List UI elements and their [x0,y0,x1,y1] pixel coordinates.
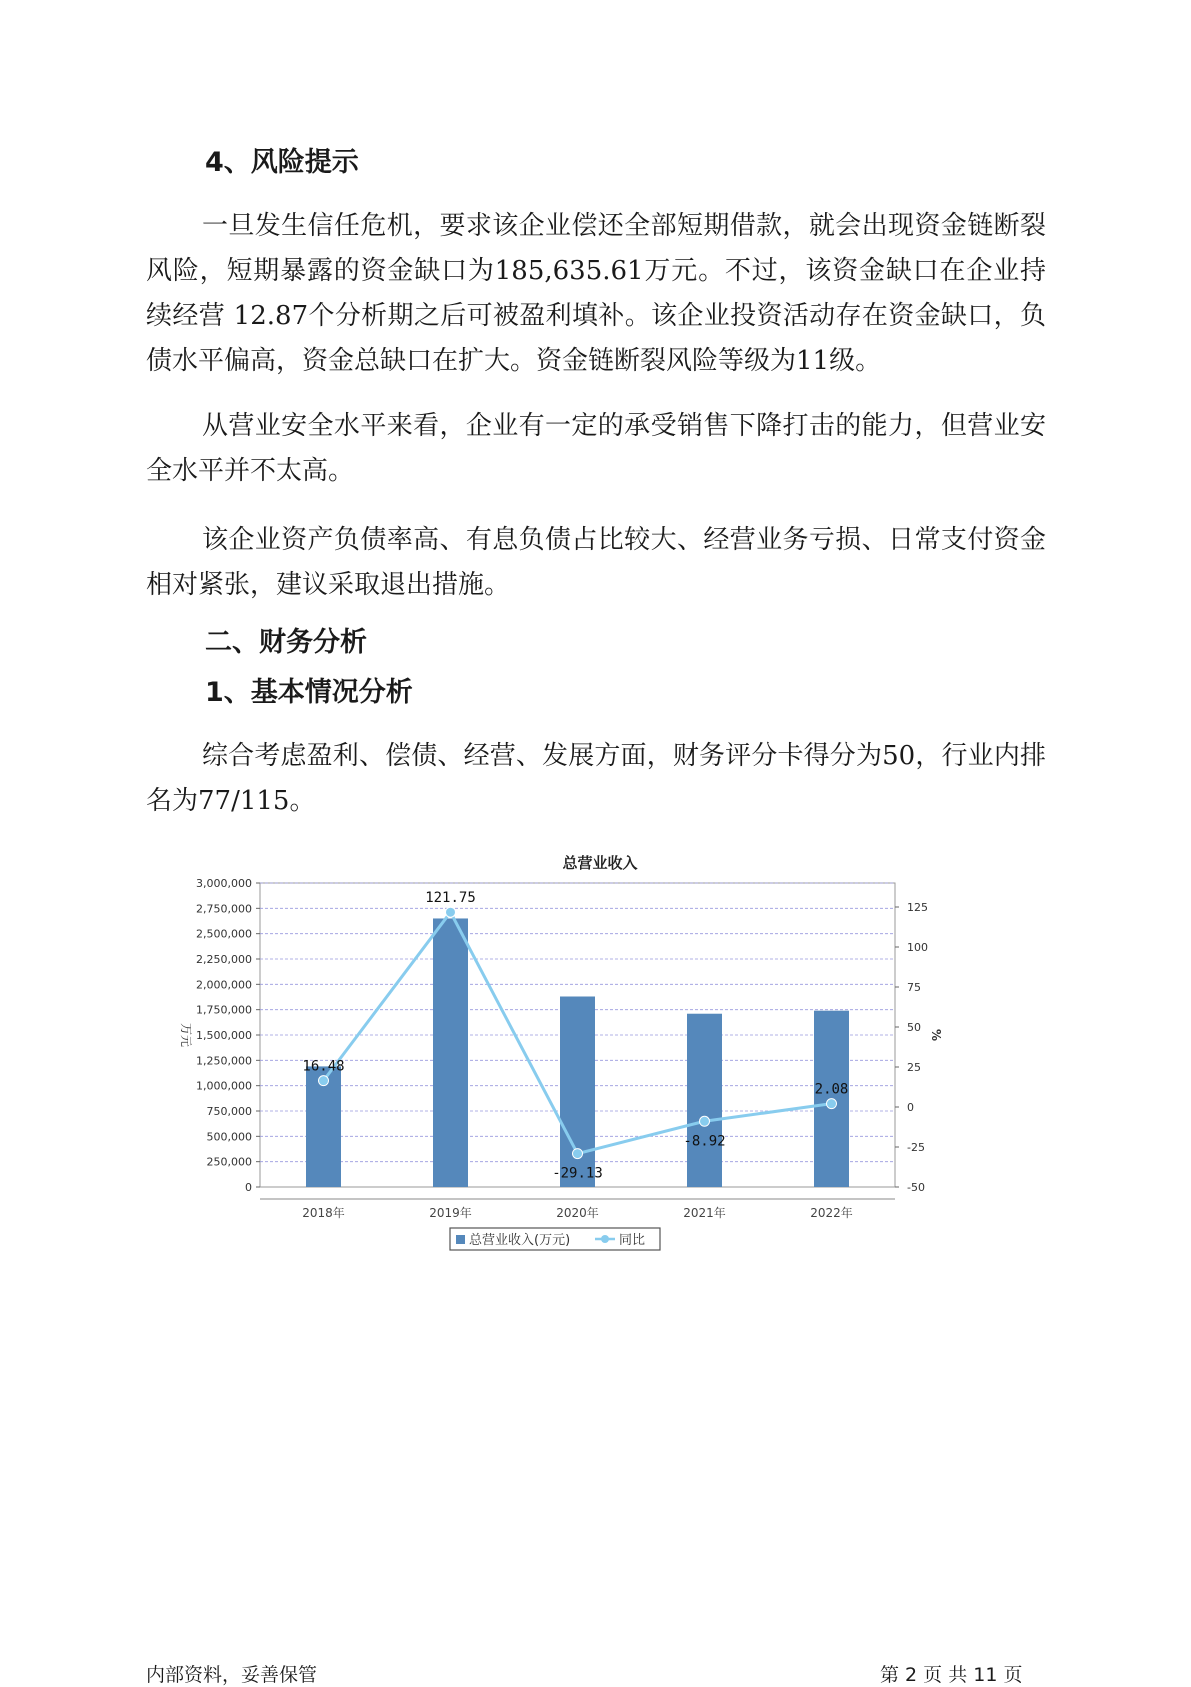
y2-axis-title: % [929,1028,943,1042]
yoy-point [700,1116,710,1126]
revenue-bar [433,918,468,1187]
y2-tick-label: 100 [907,941,928,954]
yoy-data-label: -8.92 [683,1133,726,1150]
y2-tick-label: 0 [907,1101,914,1114]
y2-tick-label: -25 [907,1141,925,1154]
chart-legend [450,1228,660,1250]
x-tick-label: 2019年 [429,1206,472,1220]
y2-tick-label: 125 [907,901,928,914]
footer-page-number: 第 2 页 共 11 页 [880,1664,1023,1686]
chart-title: 总营业收入 [562,854,638,872]
yoy-point [573,1149,583,1159]
revenue-chart [170,850,1030,1310]
y2-tick-label: 75 [907,981,921,994]
yoy-point [827,1099,837,1109]
x-tick-label: 2018年 [302,1206,345,1220]
footer-confidential: 内部资料，妥善保管 [146,1664,318,1686]
legend-line-marker [601,1235,609,1243]
y2-tick-label: 50 [907,1021,921,1034]
y-tick-label: 500,000 [206,1130,252,1144]
y-tick-label: 1,750,000 [196,1003,252,1017]
paragraph-operating-safety: 从营业安全水平来看，企业有一定的承受销售下降打击的能力，但营业安全水平并不太高。 [146,411,1046,486]
y-tick-label: 2,250,000 [196,953,252,966]
legend-line-label: 同比 [619,1233,646,1248]
yoy-data-label: 16.48 [302,1058,345,1075]
legend-bar-swatch [456,1235,465,1244]
paragraph-exit-advice: 该企业资产负债率高、有息负债占比较大、经营业务亏损、日常支付资金相对紧张，建议采取退出措施。 [146,525,1046,600]
y-tick-label: 1,500,000 [196,1029,252,1042]
y-tick-label: 0 [245,1181,252,1194]
y-tick-label: 250,000 [206,1155,252,1169]
y-tick-label: 2,000,000 [196,978,252,992]
y2-tick-label: 25 [907,1061,921,1074]
legend-bar-label: 总营业收入(万元) [469,1233,571,1248]
section-heading-finance: 二、财务分析 [205,627,367,658]
y-tick-label: 3,000,000 [196,877,252,890]
x-tick-label: 2022年 [810,1206,853,1220]
yoy-data-label: 2.08 [814,1081,849,1098]
x-tick-label: 2020年 [556,1206,599,1220]
paragraph-score: 综合考虑盈利、偿债、经营、发展方面，财务评分卡得分为50，行业内排名为77/115。 [146,741,1046,816]
y2-tick-label: -50 [907,1181,925,1194]
revenue-bar [687,1014,722,1187]
x-tick-label: 2021年 [683,1206,726,1220]
y-tick-label: 750,000 [206,1105,252,1118]
yoy-data-label: 121.75 [425,890,476,907]
y-axis-title: 万元 [179,1022,193,1048]
yoy-point [446,907,456,917]
y-tick-label: 1,000,000 [196,1079,252,1093]
section-heading-risk: 4、风险提示 [205,147,359,178]
y-tick-label: 2,500,000 [196,927,252,941]
y-tick-label: 2,750,000 [196,902,252,916]
yoy-point [319,1076,329,1086]
section-heading-basic: 1、基本情况分析 [205,677,413,708]
paragraph-liquidity-risk: 一旦发生信任危机，要求该企业偿还全部短期借款，就会出现资金链断裂风险，短期暴露的资金缺口为185,635.61万元。不过，该资金缺口在企业持续经营 12.87个分析期之后可被盈利填补。该企业投资活动存在资金缺口，负债水平偏高，资金总缺口在扩大。资金链断裂风险等级为11级。 [146,211,1046,376]
yoy-data-label: -29.13 [552,1165,603,1182]
y-tick-label: 1,250,000 [196,1054,252,1068]
